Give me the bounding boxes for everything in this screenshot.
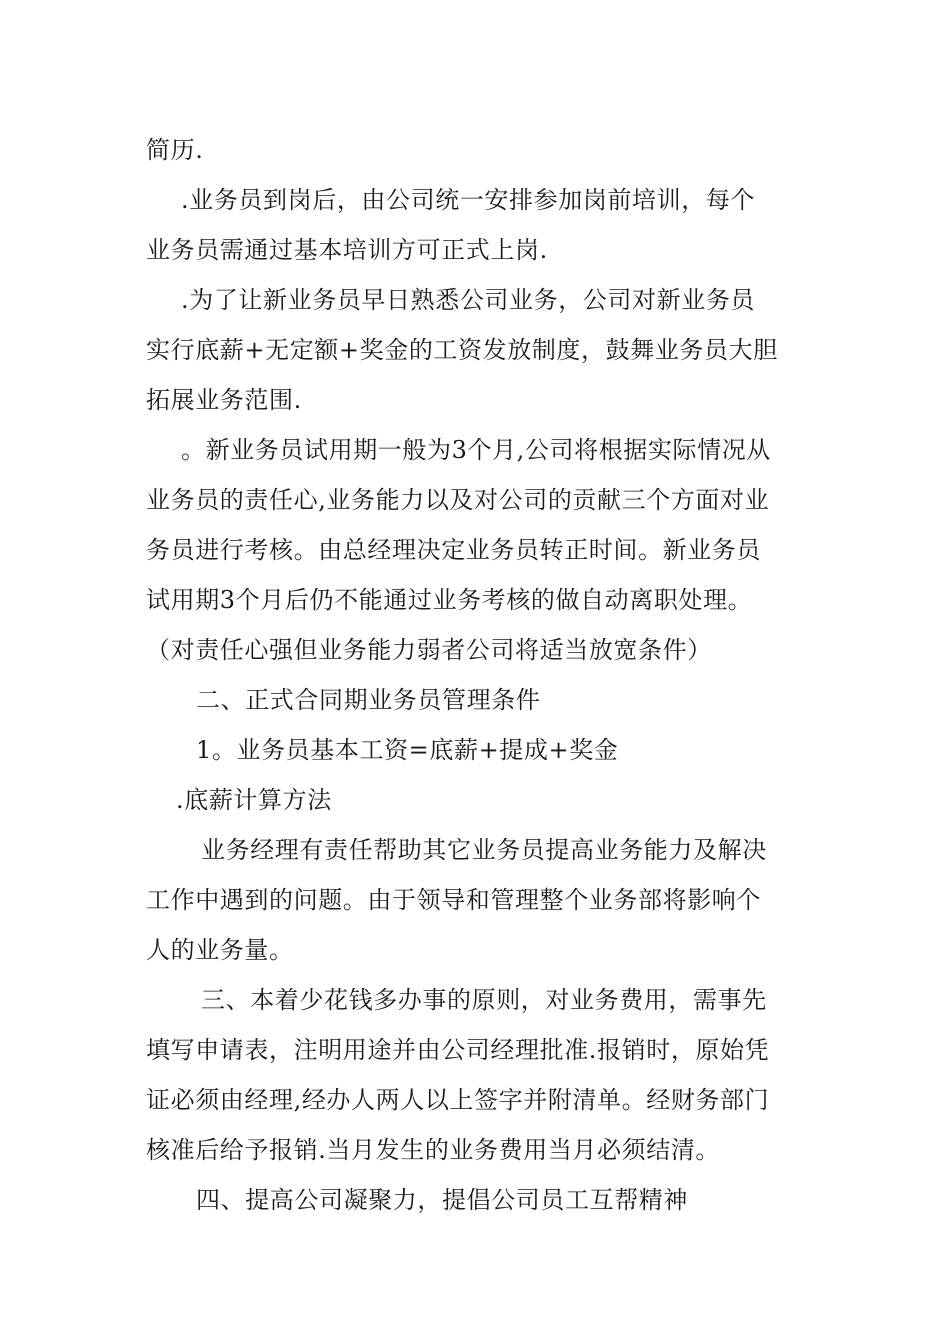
text-line-4: .为了让新业务员早日熟悉公司业务，公司对新业务员	[181, 286, 756, 314]
text-line-11: （对责任心强但业务能力弱者公司将适当放宽条件）	[146, 636, 712, 664]
section-heading-2: 二、正式合同期业务员管理条件	[196, 686, 541, 714]
text-line-8: 业务员的责任心,业务能力以及对公司的贡献三个方面对业	[146, 486, 770, 514]
text-line-1: 简历.	[146, 136, 204, 164]
text-line-3: 业务员需通过基本培训方可正式上岗.	[146, 236, 548, 264]
section-heading-4: 四、提高公司凝聚力，提倡公司员工互帮精神	[196, 1186, 688, 1214]
text-line-5: 实行底薪+无定额+奖金的工资发放制度，鼓舞业务员大胆	[146, 336, 778, 364]
text-line-16: 工作中遇到的问题。由于领导和管理整个业务部将影响个	[146, 886, 761, 914]
text-line-9: 务员进行考核。由总经理决定业务员转正时间。新业务员	[146, 536, 761, 564]
text-line-7: 。新业务员试用期一般为3个月,公司将根据实际情况从	[181, 436, 771, 464]
text-line-14: .底薪计算方法	[176, 786, 332, 814]
section-heading-3: 三、本着少花钱多办事的原则，对业务费用，需事先	[201, 986, 767, 1014]
text-line-17: 人的业务量。	[146, 936, 294, 964]
text-line-20: 证必须由经理,经办人两人以上签字并附清单。经财务部门	[146, 1086, 770, 1114]
text-line-19: 填写申请表，注明用途并由公司经理批准.报销时，原始凭	[146, 1036, 770, 1064]
text-line-13: 1。业务员基本工资=底薪+提成+奖金	[196, 736, 619, 764]
text-line-6: 拓展业务范围.	[146, 386, 302, 414]
text-line-10: 试用期3个月后仍不能通过业务考核的做自动离职处理。	[146, 586, 753, 614]
text-line-15: 业务经理有责任帮助其它业务员提高业务能力及解决	[201, 836, 767, 864]
text-line-2: .业务员到岗后，由公司统一安排参加岗前培训，每个	[181, 186, 756, 214]
text-line-21: 核准后给予报销.当月发生的业务费用当月必须结清。	[146, 1136, 721, 1164]
